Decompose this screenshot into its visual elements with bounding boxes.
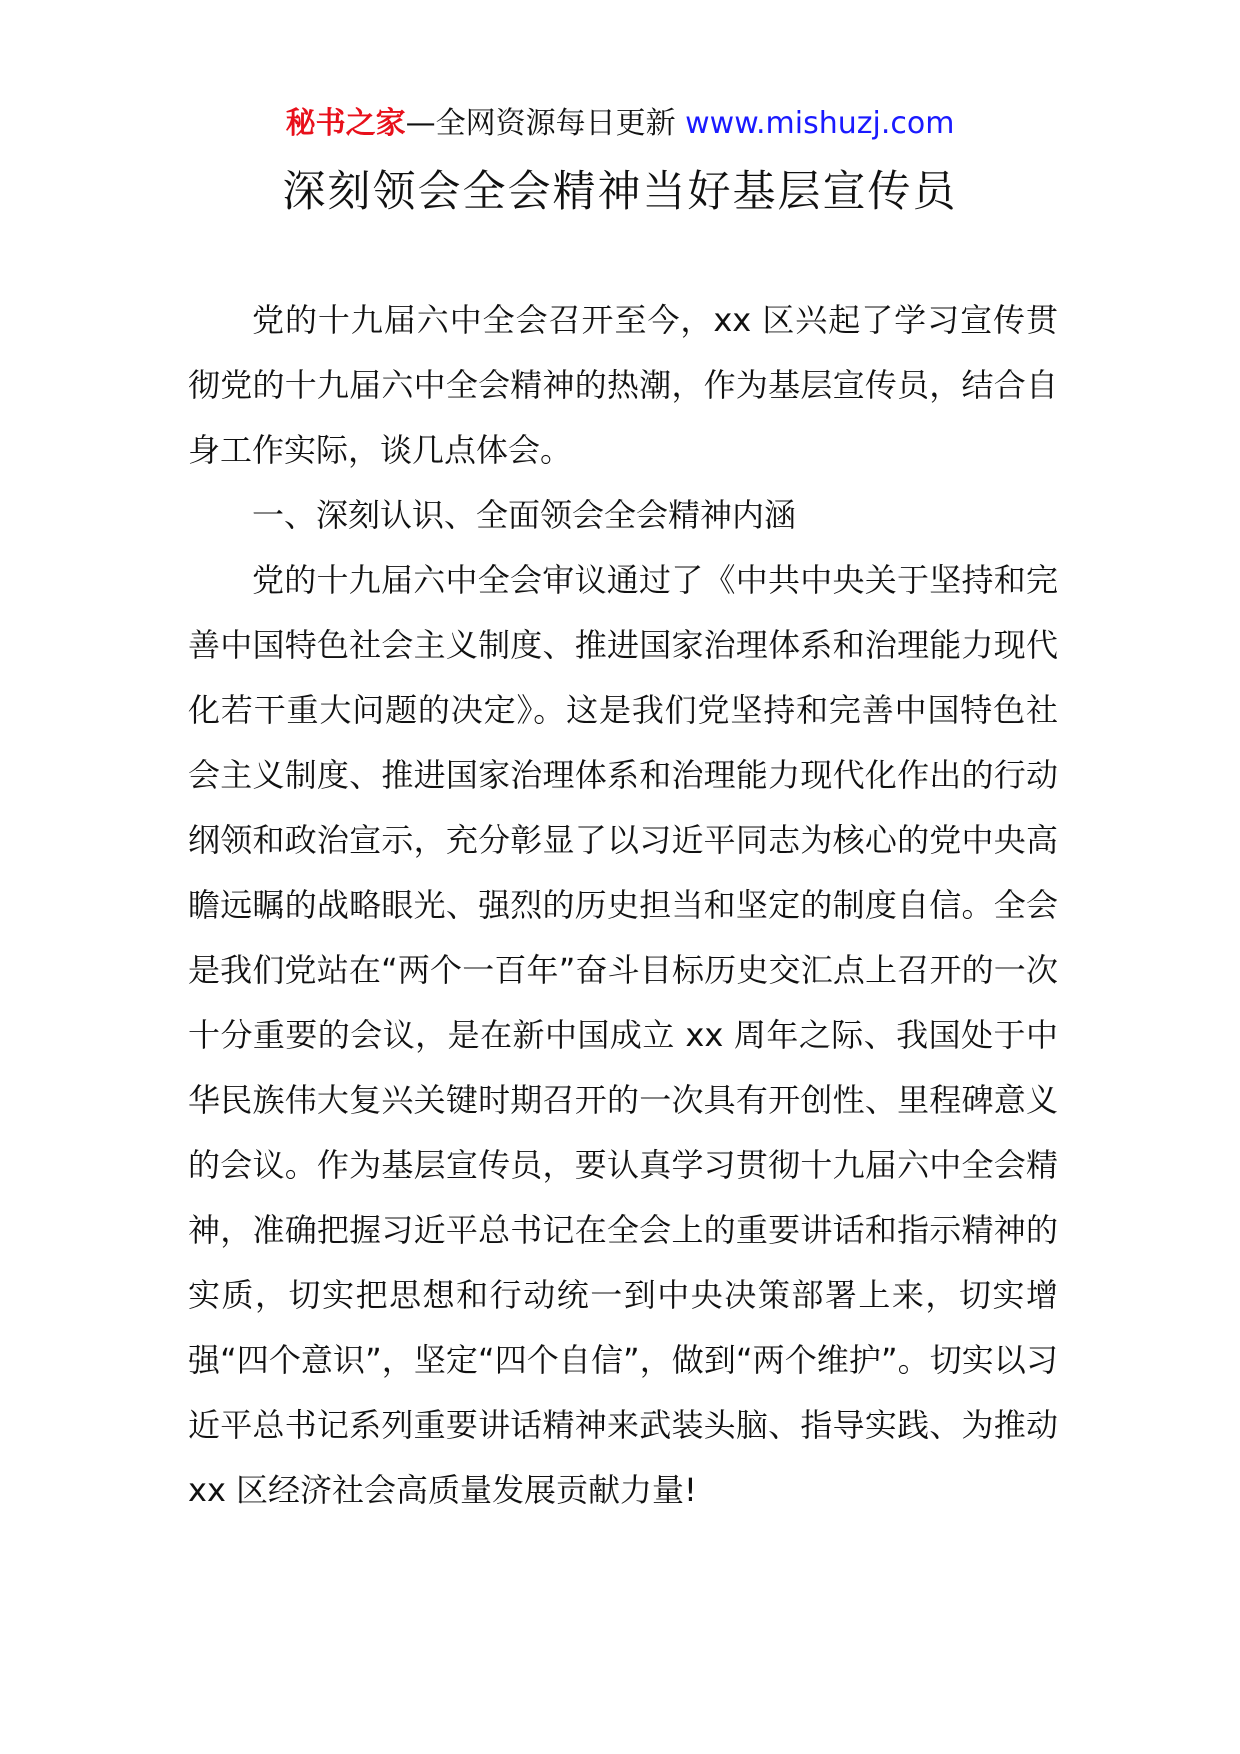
site-header — [0, 102, 1240, 146]
document-body — [188, 288, 1058, 1523]
header-url-link[interactable]: www.mishuzj.com — [685, 106, 955, 141]
paragraph-intro: 党的十九届六中全会召开至今，xx 区兴起了学习宣传贯彻党的十九届六中全会精神的热潮，作为基层宣传员，结合自身工作实际，谈几点体会。 — [188, 301, 1058, 469]
document-title: 深刻领会全会精神当好基层宣传员 — [282, 167, 958, 217]
header-slogan: —全网资源每日更新 — [405, 106, 676, 141]
section-heading: 一、深刻认识、全面领会全会精神内涵 — [252, 496, 797, 534]
header-brand: 秘书之家 — [285, 106, 406, 141]
paragraph-main: 党的十九届六中全会审议通过了《中共中央关于坚持和完善中国特色社会主义制度、推进国家治理体系和治理能力现代化若干重大问题的决定》。这是我们党坚持和完善中国特色社会主义制度、推进国家治理体系和治理能力现代化作出的行动纲领和政治宣示，充分彰显了以习近平同志为核心的党中央高瞻远瞩的战略眼光、强烈的历史担当和坚定的制度自信。全会是我们党站在“两个一百年”奋斗目标历史交汇点上召开的一次十分重要的会议，是在新中国成立 xx 周年之际、我国处于中华民族伟大复兴关键时期召开的一次具有开创性、里程碑意义的会议。作为基层宣传员，要认真学习贯彻十九届六中全会精神，准确把握习近平总书记在全会上的重要讲话和指示精神的实质，切实把思想和行动统一到中央决策部署上来，切实增强“四个意识”，坚定“四个自信”，做到“两个维护”。切实以习近平总书记系列重要讲话精神来武装头脑、指导实践、为推动 xx 区经济社会高质量发展贡献力量! — [188, 561, 1058, 1509]
